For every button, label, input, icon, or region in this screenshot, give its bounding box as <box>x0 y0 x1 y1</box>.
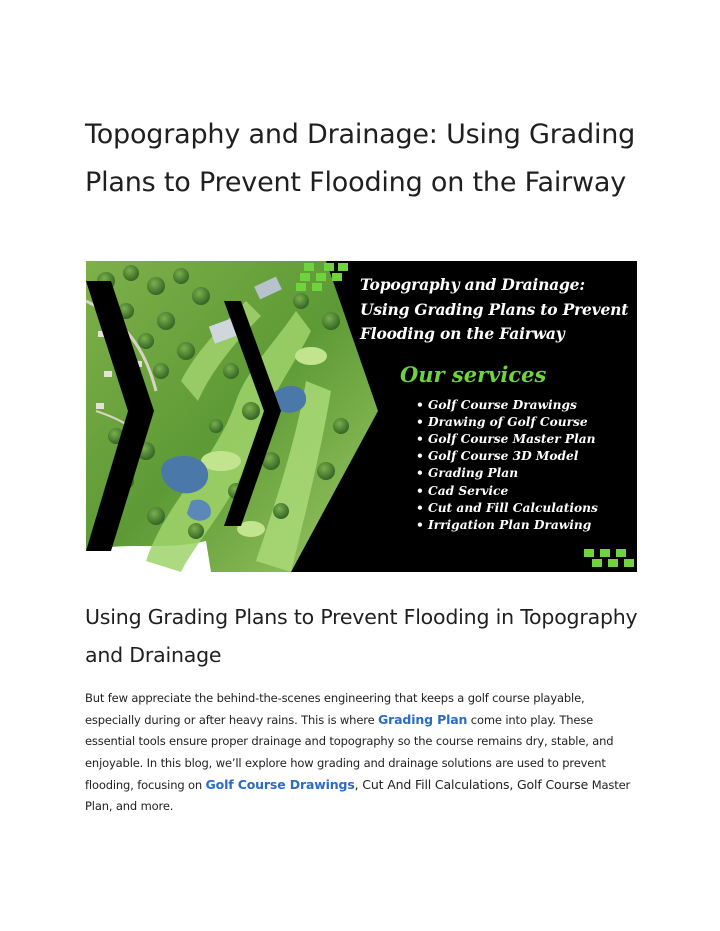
grading-plan-link[interactable]: Grading Plan <box>378 712 468 728</box>
banner-service-item: • Irrigation Plan Drawing <box>416 517 635 534</box>
section-heading: Using Grading Plans to Prevent Flooding in Topography and Drainage <box>85 605 638 667</box>
banner-service-item: • Cut and Fill Calculations <box>416 500 635 517</box>
banner-service-item: • Grading Plan <box>416 465 635 482</box>
banner-service-item: • Golf Course Master Plan <box>416 431 635 448</box>
golf-course-drawings-link[interactable]: Golf Course Drawings <box>205 776 355 792</box>
banner-service-item: • Golf Course 3D Model <box>416 448 635 465</box>
banner-services-list <box>416 397 635 535</box>
page-title: Topography and Drainage: Using Grading Plans to Prevent Flooding on the Fairway <box>85 119 636 198</box>
paragraph-text: Master Plan, and more. <box>85 777 631 814</box>
blog-banner-image <box>86 261 637 572</box>
paragraph-text: come into play. These essential tools ensure proper drainage and topography so the course remains dry, stable, and enjoyable. In this blog, we’ll explore how grading and drainage solutions are used to prevent flooding, focusing on <box>85 713 614 792</box>
paragraph-text: But few appreciate the behind-the-scenes engineering that keeps a golf course playable, especially during or after heavy rains. This is where <box>85 691 585 728</box>
paragraph-text: , Cut And Fill Calculations, Golf Course <box>354 776 589 792</box>
banner-service-item: • Cad Service <box>416 483 635 500</box>
banner-service-item: • Drawing of Golf Course <box>416 414 635 431</box>
banner-services-heading: Our services <box>400 361 547 387</box>
intro-paragraph <box>85 688 640 817</box>
banner-service-item: • Golf Course Drawings <box>416 397 635 414</box>
banner-title: Topography and Drainage: Using Grading Plans to Prevent Flooding on the Fairway <box>360 275 629 343</box>
banner-text-block <box>360 273 635 534</box>
